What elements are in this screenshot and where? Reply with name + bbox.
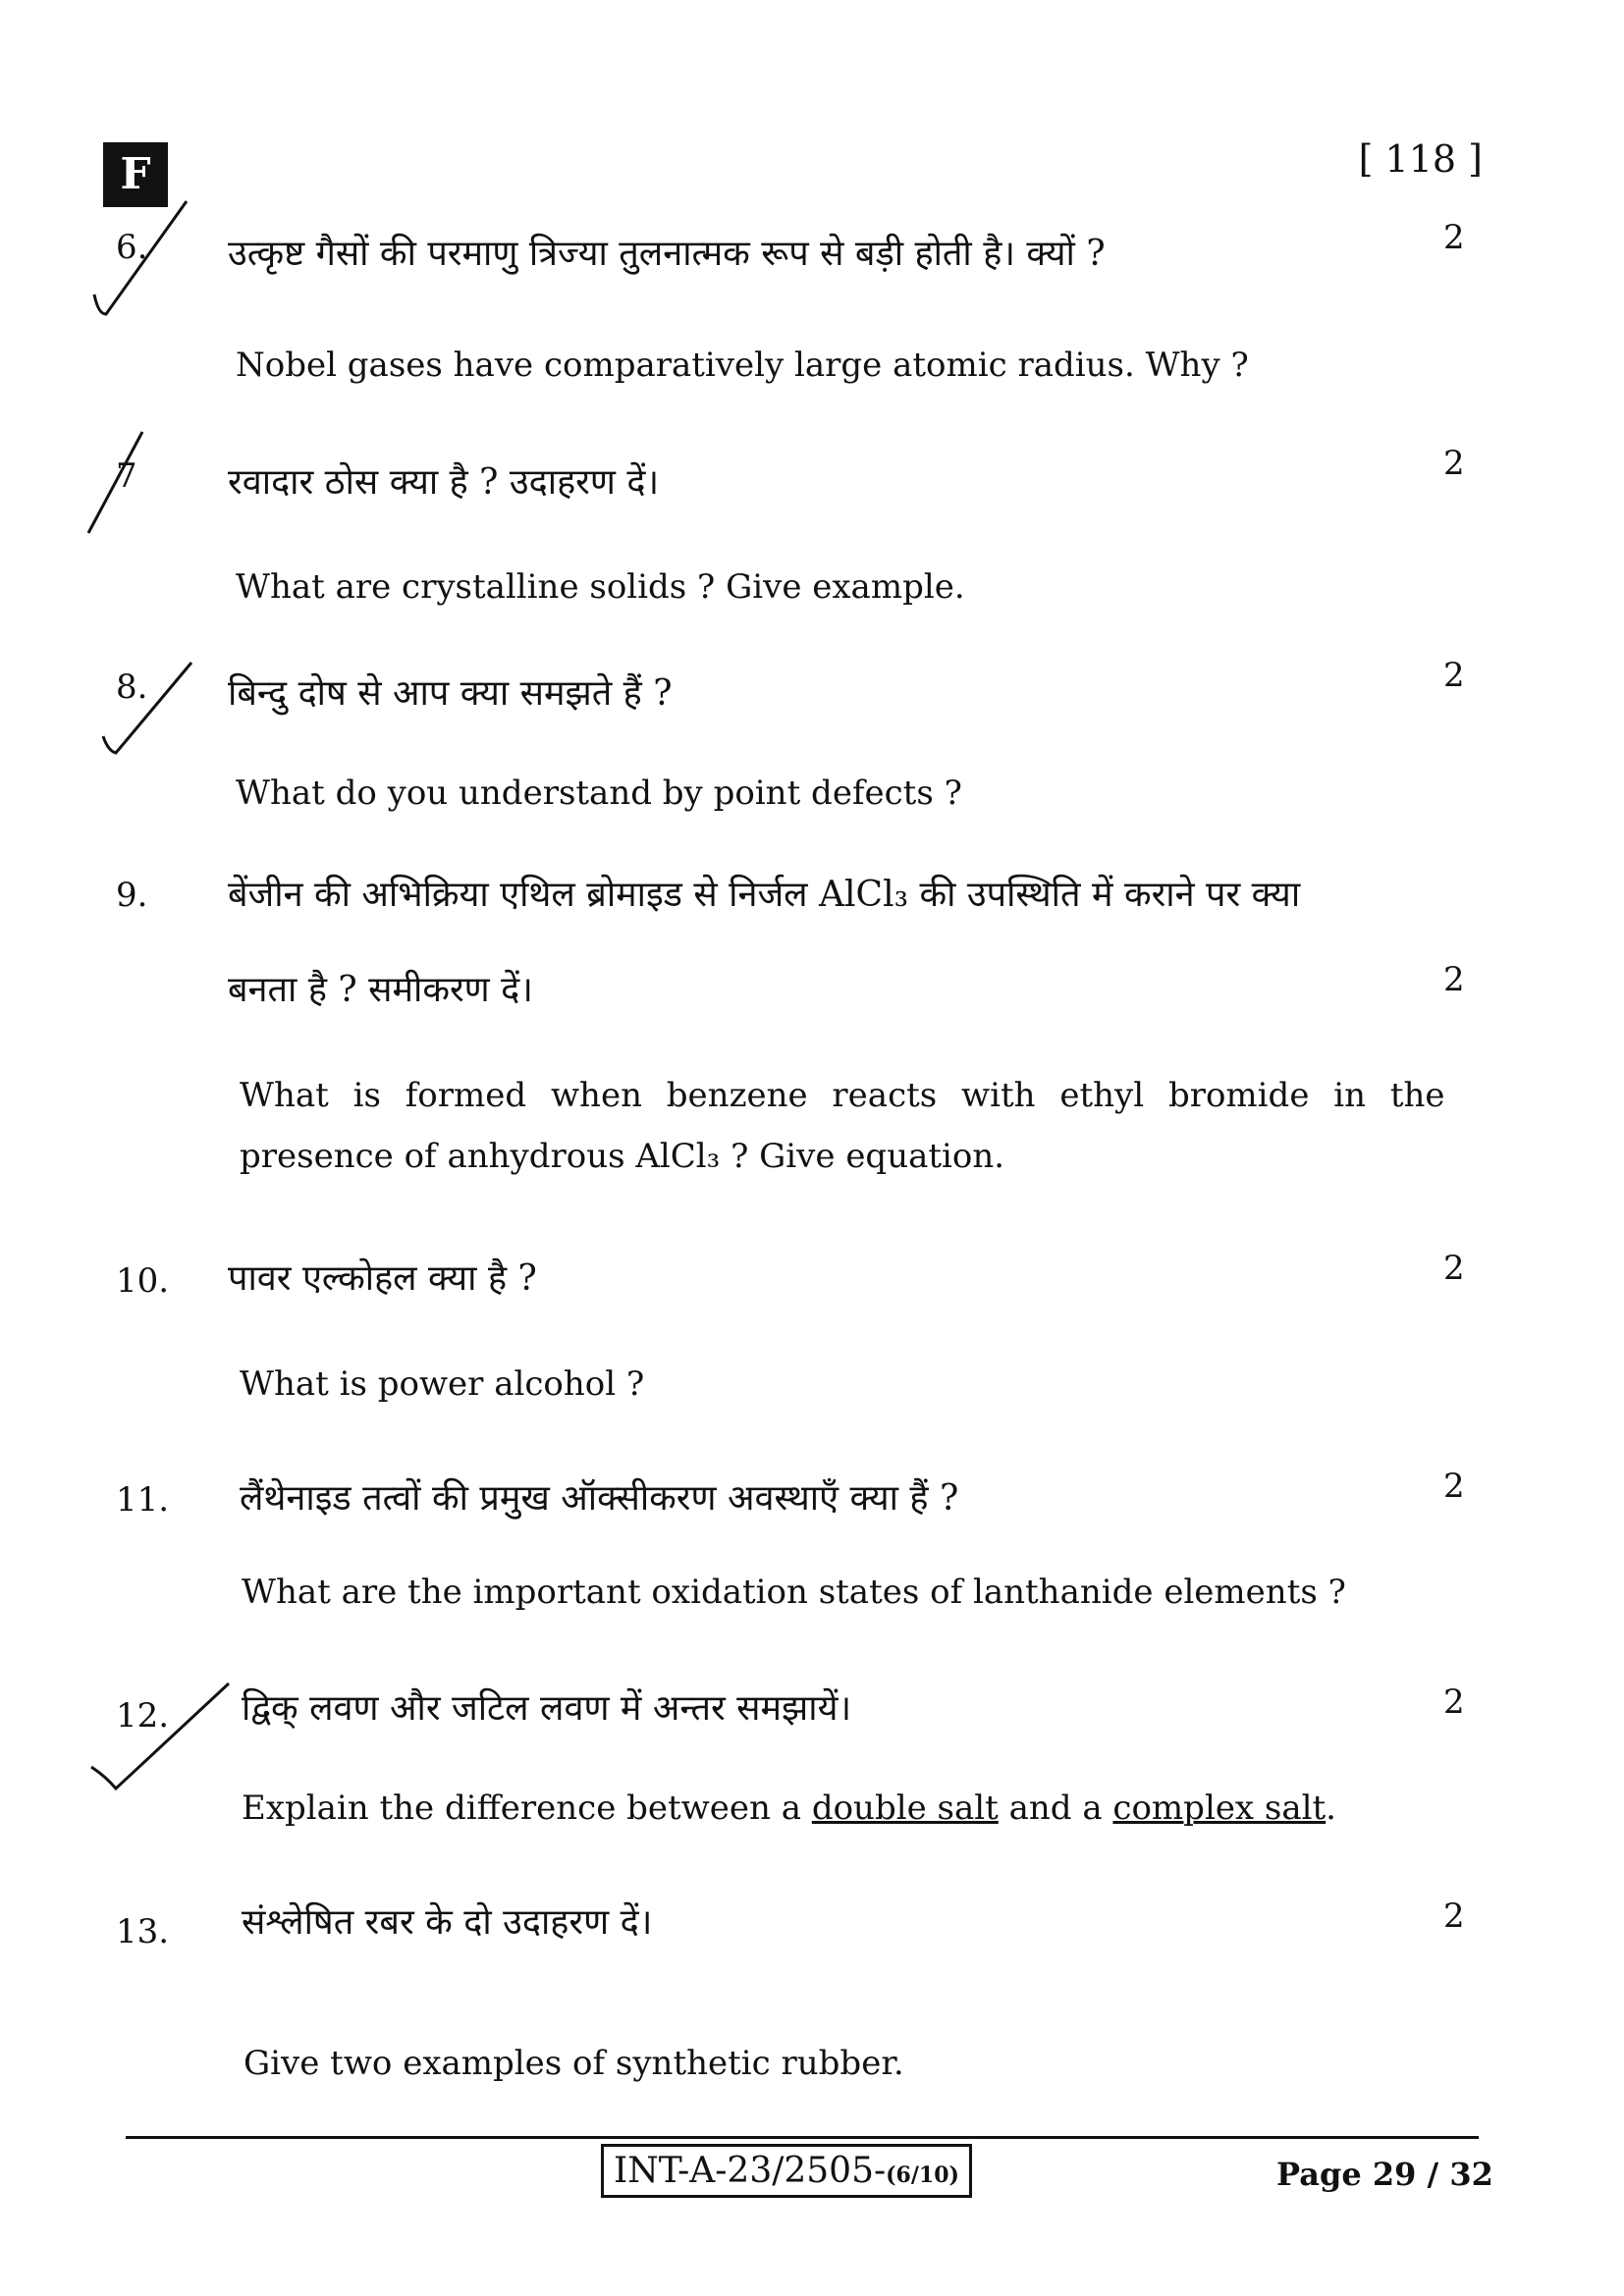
question-english xyxy=(240,1076,1467,1115)
question-hindi: बेंजीन की अभिक्रिया एथिल ब्रोमाइड से निर्जल AlCl₃ की उपस्थिति में कराने पर क्या xyxy=(228,875,1301,915)
question-number: 8. xyxy=(116,667,148,707)
question-paper-code: [ 118 ] xyxy=(1358,137,1483,181)
question-marks: 2 xyxy=(1443,1682,1465,1722)
question-english: Give two examples of synthetic rubber. xyxy=(244,2044,904,2083)
english-text: and a xyxy=(998,1789,1113,1828)
set-letter-badge: F xyxy=(103,142,168,207)
question-number: 13. xyxy=(116,1912,170,1951)
question-hindi: रवादार ठोस क्या है ? उदाहरण दें। xyxy=(228,462,660,503)
paper-code-suffix: (6/10) xyxy=(886,2163,959,2188)
question-number: 11. xyxy=(116,1480,170,1520)
question-marks: 2 xyxy=(1443,444,1465,483)
question-number: 12. xyxy=(116,1696,170,1735)
english-text: Explain the difference between a xyxy=(242,1789,812,1828)
question-english-line2: presence of anhydrous AlCl₃ ? Give equation. xyxy=(240,1137,1005,1176)
english-text: . xyxy=(1326,1789,1336,1828)
question-hindi-line2: बनता है ? समीकरण दें। xyxy=(228,970,533,1010)
question-english-line1: What is formed when benzene reacts with ethyl bromide in the xyxy=(240,1076,1445,1115)
paper-code: INT-A-23/2505- xyxy=(614,2151,887,2191)
checkmark-icon xyxy=(86,1679,234,1796)
question-hindi: बिन्दु दोष से आप क्या समझते हैं ? xyxy=(228,673,673,714)
checkmark-icon xyxy=(83,427,152,540)
question-english xyxy=(242,1789,1336,1828)
paper-code-box xyxy=(601,2144,972,2198)
page-number: Page 29 / 32 xyxy=(1276,2156,1493,2193)
question-marks: 2 xyxy=(1443,218,1465,257)
checkmark-icon xyxy=(88,196,196,324)
question-english: What do you understand by point defects ? xyxy=(236,774,962,813)
question-english: What is power alcohol ? xyxy=(240,1364,645,1404)
question-hindi: संश्लेषित रबर के दो उदाहरण दें। xyxy=(242,1902,653,1943)
underlined-term: complex salt xyxy=(1112,1789,1326,1828)
question-marks: 2 xyxy=(1443,656,1465,695)
question-number: 10. xyxy=(116,1261,170,1301)
underlined-term: double salt xyxy=(811,1789,999,1828)
question-marks: 2 xyxy=(1443,1467,1465,1506)
question-english: What are crystalline solids ? Give example. xyxy=(236,567,965,607)
question-marks: 2 xyxy=(1443,1249,1465,1288)
question-number: 6. xyxy=(116,228,148,267)
checkmark-icon xyxy=(98,653,196,761)
question-hindi: लैंथेनाइड तत्वों की प्रमुख ऑक्सीकरण अवस्थाएँ क्या हैं ? xyxy=(240,1478,959,1519)
question-marks: 2 xyxy=(1443,1896,1465,1936)
question-marks: 2 xyxy=(1443,960,1465,999)
question-hindi: द्विक् लवण और जटिल लवण में अन्तर समझायें। xyxy=(242,1688,852,1729)
question-number: 7 xyxy=(116,456,137,496)
question-hindi: उत्कृष्ट गैसों की परमाणु त्रिज्या तुलनात्मक रूप से बड़ी होती है। क्यों ? xyxy=(228,234,1106,274)
question-number: 9. xyxy=(116,876,148,915)
footer-divider xyxy=(126,2136,1479,2139)
question-english: Nobel gases have comparatively large atomic radius. Why ? xyxy=(236,346,1249,385)
question-english: What are the important oxidation states of lanthanide elements ? xyxy=(242,1573,1346,1612)
question-hindi: पावर एल्कोहल क्या है ? xyxy=(228,1258,537,1299)
